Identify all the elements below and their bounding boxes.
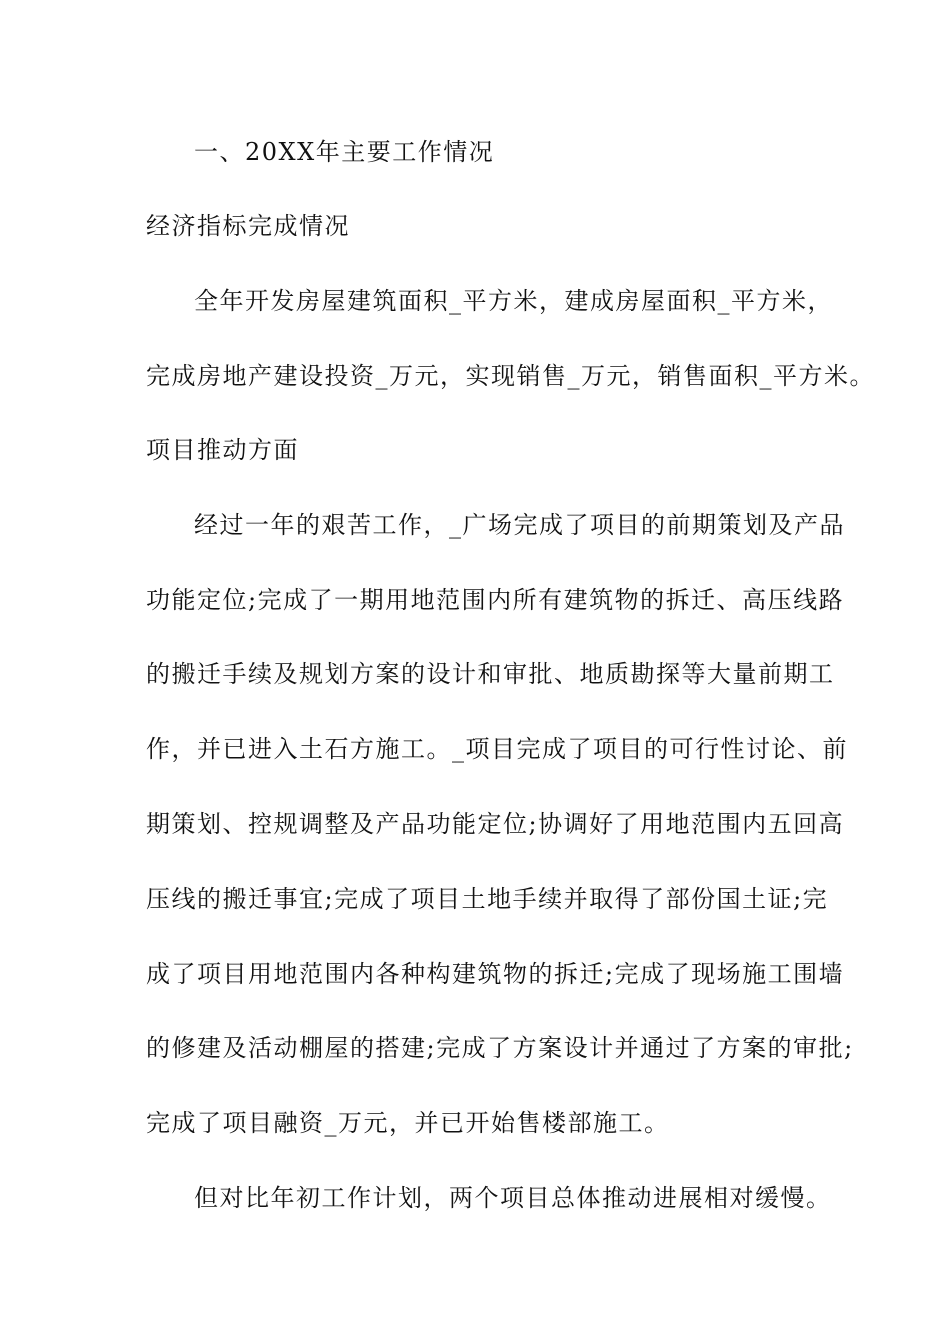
paragraph-line: 作，并已进入土石方施工。_项目完成了项目的可行性讨论、前 xyxy=(146,735,848,763)
section-heading: 一、20XX年主要工作情况 xyxy=(194,138,495,166)
paragraph-line: 压线的搬迁事宜;完成了项目土地手续并取得了部份国土证;完 xyxy=(146,885,829,913)
paragraph-line: 成了项目用地范围内各种构建筑物的拆迁;完成了现场施工围墙 xyxy=(146,960,845,988)
paragraph-line: 完成房地产建设投资_万元，实现销售_万元，销售面积_平方米。 xyxy=(146,362,875,390)
paragraph-line: 功能定位;完成了一期用地范围内所有建筑物的拆迁、高压线路 xyxy=(146,586,845,614)
paragraph-line: 的修建及活动棚屋的搭建;完成了方案设计并通过了方案的审批; xyxy=(146,1034,854,1062)
paragraph-line: 期策划、控规调整及产品功能定位;协调好了用地范围内五回高 xyxy=(146,810,845,838)
paragraph-line: 完成了项目融资_万元，并已开始售楼部施工。 xyxy=(146,1109,670,1137)
paragraph-line: 全年开发房屋建筑面积_平方米，建成房屋面积_平方米， xyxy=(194,287,833,315)
closing-line: 但对比年初工作计划，两个项目总体推动进展相对缓慢。 xyxy=(194,1184,832,1212)
subsection-title-economic: 经济指标完成情况 xyxy=(146,212,350,240)
paragraph-line: 经过一年的艰苦工作，_广场完成了项目的前期策划及产品 xyxy=(194,511,845,539)
paragraph-line: 的搬迁手续及规划方案的设计和审批、地质勘探等大量前期工 xyxy=(146,660,835,688)
subsection-title-project: 项目推动方面 xyxy=(146,436,299,464)
